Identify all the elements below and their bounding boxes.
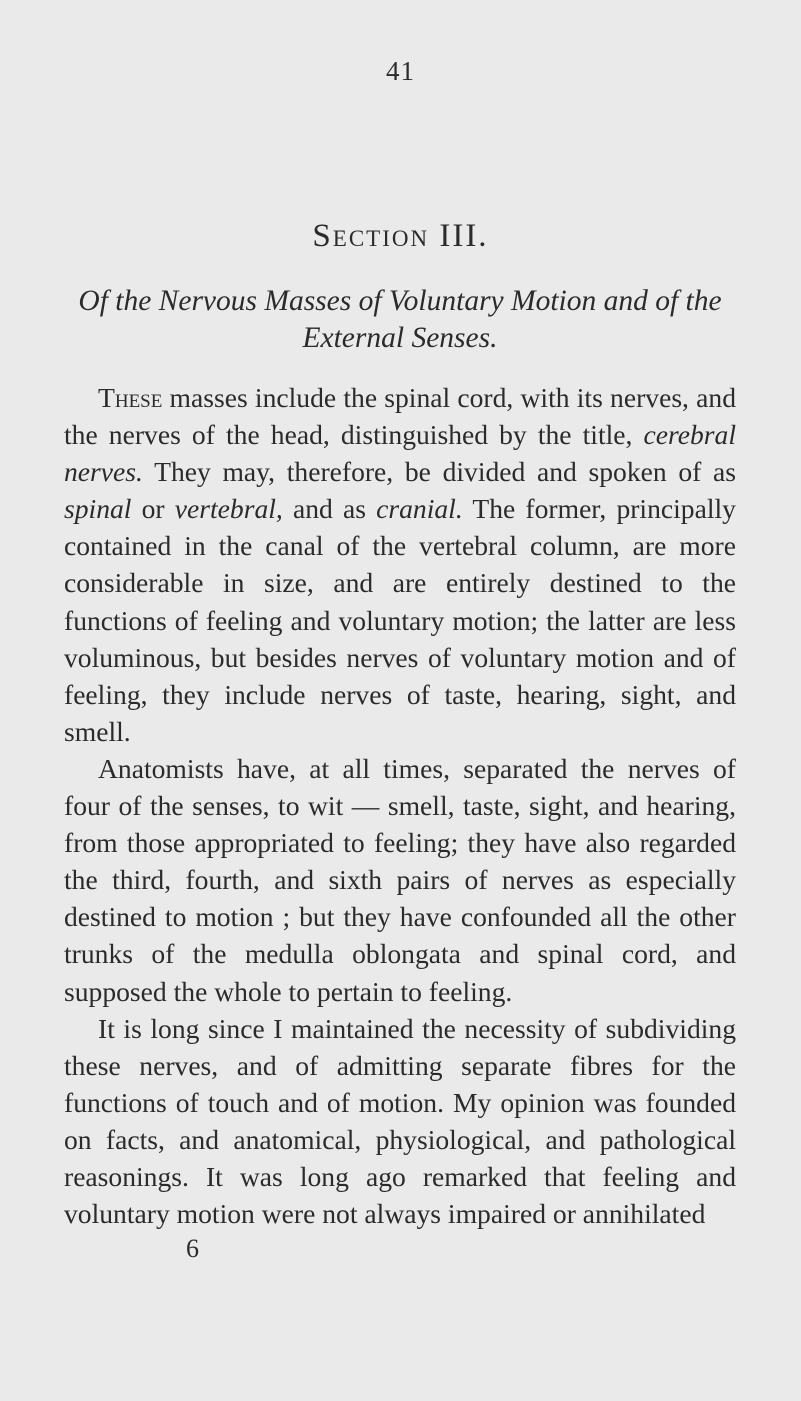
- text-segment: The former, principally contained in the canal of the vertebral column, are more considerable in size, and are entirely destined to the functions of feeling and voluntary motion; the latter are less voluminous, but besides nerves of voluntary motion and of feeling, they include nerves of taste, hearing, sight, and smell.: [64, 493, 736, 747]
- italic-term: cerebral nerves.: [64, 419, 736, 488]
- text-segment: masses include the spinal cord, with its nerves, and the nerves of the head, distinguished by the title,: [64, 382, 736, 451]
- body-text: [64, 379, 736, 1232]
- section-title: Of the Nervous Masses of Voluntary Motion and of the External Senses.: [78, 285, 722, 354]
- text-segment: or: [131, 493, 175, 525]
- paragraph-3: It is long since I maintained the necessity of subdividing these nerves, and of admitting separate fibres for the functions of touch and of motion. My opinion was founded on facts, and anatomical, physiological, and pathological reasonings. It was long ago remarked that feeling and voluntary motion were not always impaired or annihilated: [64, 1012, 736, 1230]
- paragraph-lead-word: These: [98, 382, 163, 413]
- italic-term: vertebral,: [174, 493, 283, 525]
- paragraph-2: Anatomists have, at all times, separated the nerves of four of the senses, to wit — smell, taste, sight, and hearing, from those appropriated to feeling; they have also regarded the third, fourth, and sixth pairs of nerves as especially destined to motion ; but they have confounded all the other trunks of the medulla oblongata and spinal cord, and supposed the whole to pertain to feeling.: [64, 752, 736, 1007]
- page-number: 41: [386, 56, 415, 86]
- text-segment: and as: [282, 493, 377, 525]
- section-heading: Section III.: [312, 218, 489, 254]
- text-segment: They may, therefore, be divided and spoken of as: [142, 456, 736, 488]
- paragraph-1: [64, 379, 736, 750]
- italic-term: spinal: [64, 493, 132, 525]
- signature-mark: 6: [186, 1234, 199, 1263]
- italic-term: cranial.: [376, 493, 463, 525]
